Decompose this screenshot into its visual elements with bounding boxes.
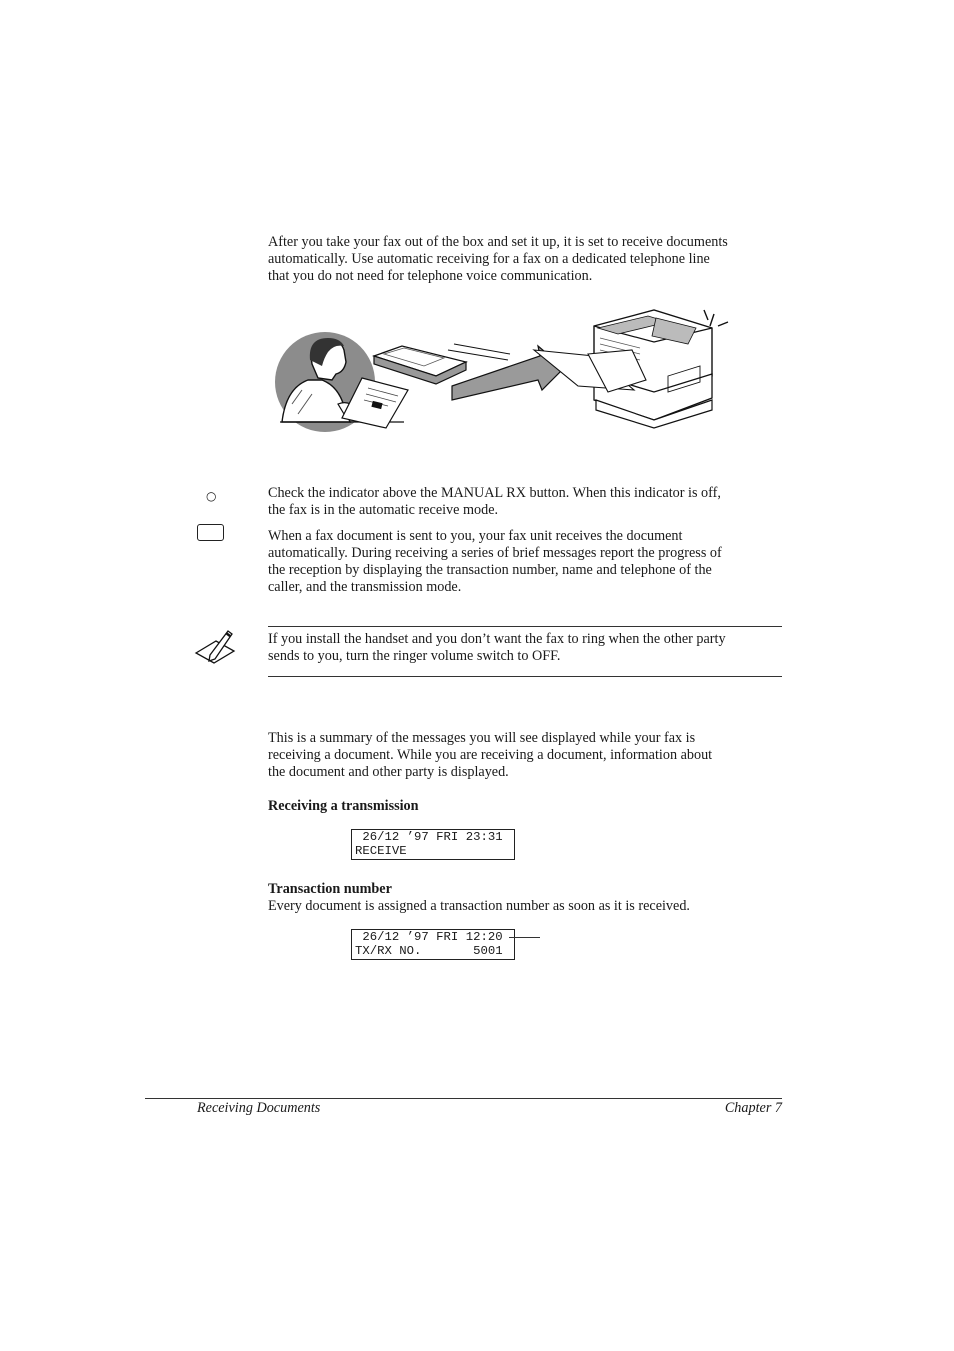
lcd-line: RECEIVE (355, 843, 407, 858)
note-bottom-rule (268, 676, 782, 677)
step-2-line: When a fax document is sent to you, your fax unit receives the document (268, 528, 683, 544)
step-2-line: the reception by displaying the transaction number, name and telephone of the (268, 562, 712, 578)
fax-transmission-illustration (272, 304, 732, 434)
note-text (268, 631, 726, 665)
lcd-line: 26/12 ’97 FRI 12:20 (355, 930, 503, 944)
intro-line: that you do not need for telephone voice communication. (268, 268, 593, 284)
transaction-heading: Transaction number (268, 881, 392, 897)
lcd-receive (351, 829, 515, 860)
step-2-line: automatically. During receiving a series of brief messages report the progress of (268, 545, 722, 561)
indicator-off-icon: ○ (206, 489, 217, 503)
step-1-line: Check the indicator above the MANUAL RX button. When this indicator is off, (268, 485, 721, 501)
summary-paragraph (268, 730, 712, 781)
note-pencil-icon (194, 627, 238, 667)
intro-line: After you take your fax out of the box and set it up, it is set to receive documents (268, 234, 728, 250)
summary-line: the document and other party is displayed. (268, 764, 509, 780)
note-line: sends to you, turn the ringer volume switch to OFF. (268, 648, 561, 664)
receiver-fax-icon (534, 310, 728, 428)
step-1 (268, 485, 721, 519)
step-1-line: the fax is in the automatic receive mode. (268, 502, 499, 518)
step-2-line: caller, and the transmission mode. (268, 579, 462, 595)
footer-chapter: Chapter 7 (724, 1100, 782, 1116)
receiving-heading: Receiving a transmission (268, 798, 419, 814)
lcd-display-icon (197, 524, 224, 541)
footer-rule (145, 1098, 782, 1099)
note-top-rule (268, 626, 782, 627)
lcd-line: 26/12 ’97 FRI 23:31 (355, 830, 503, 844)
intro-paragraph (268, 234, 728, 285)
step-2 (268, 528, 722, 596)
intro-line: automatically. Use automatic receiving for a fax on a dedicated telephone line (268, 251, 710, 267)
transaction-text: Every document is assigned a transaction number as soon as it is received. (268, 898, 690, 914)
lcd-transaction (351, 929, 515, 960)
footer-section-title: Receiving Documents (197, 1100, 321, 1116)
lcd-line: TX/RX NO. 5001 (355, 943, 503, 958)
note-line: If you install the handset and you don’t want the fax to ring when the other party (268, 631, 726, 647)
summary-line: This is a summary of the messages you will see displayed while your fax is (268, 730, 696, 746)
sender-fax-icon (374, 346, 466, 384)
callout-line (509, 937, 540, 938)
summary-line: receiving a document. While you are receiving a document, information about (268, 747, 713, 763)
